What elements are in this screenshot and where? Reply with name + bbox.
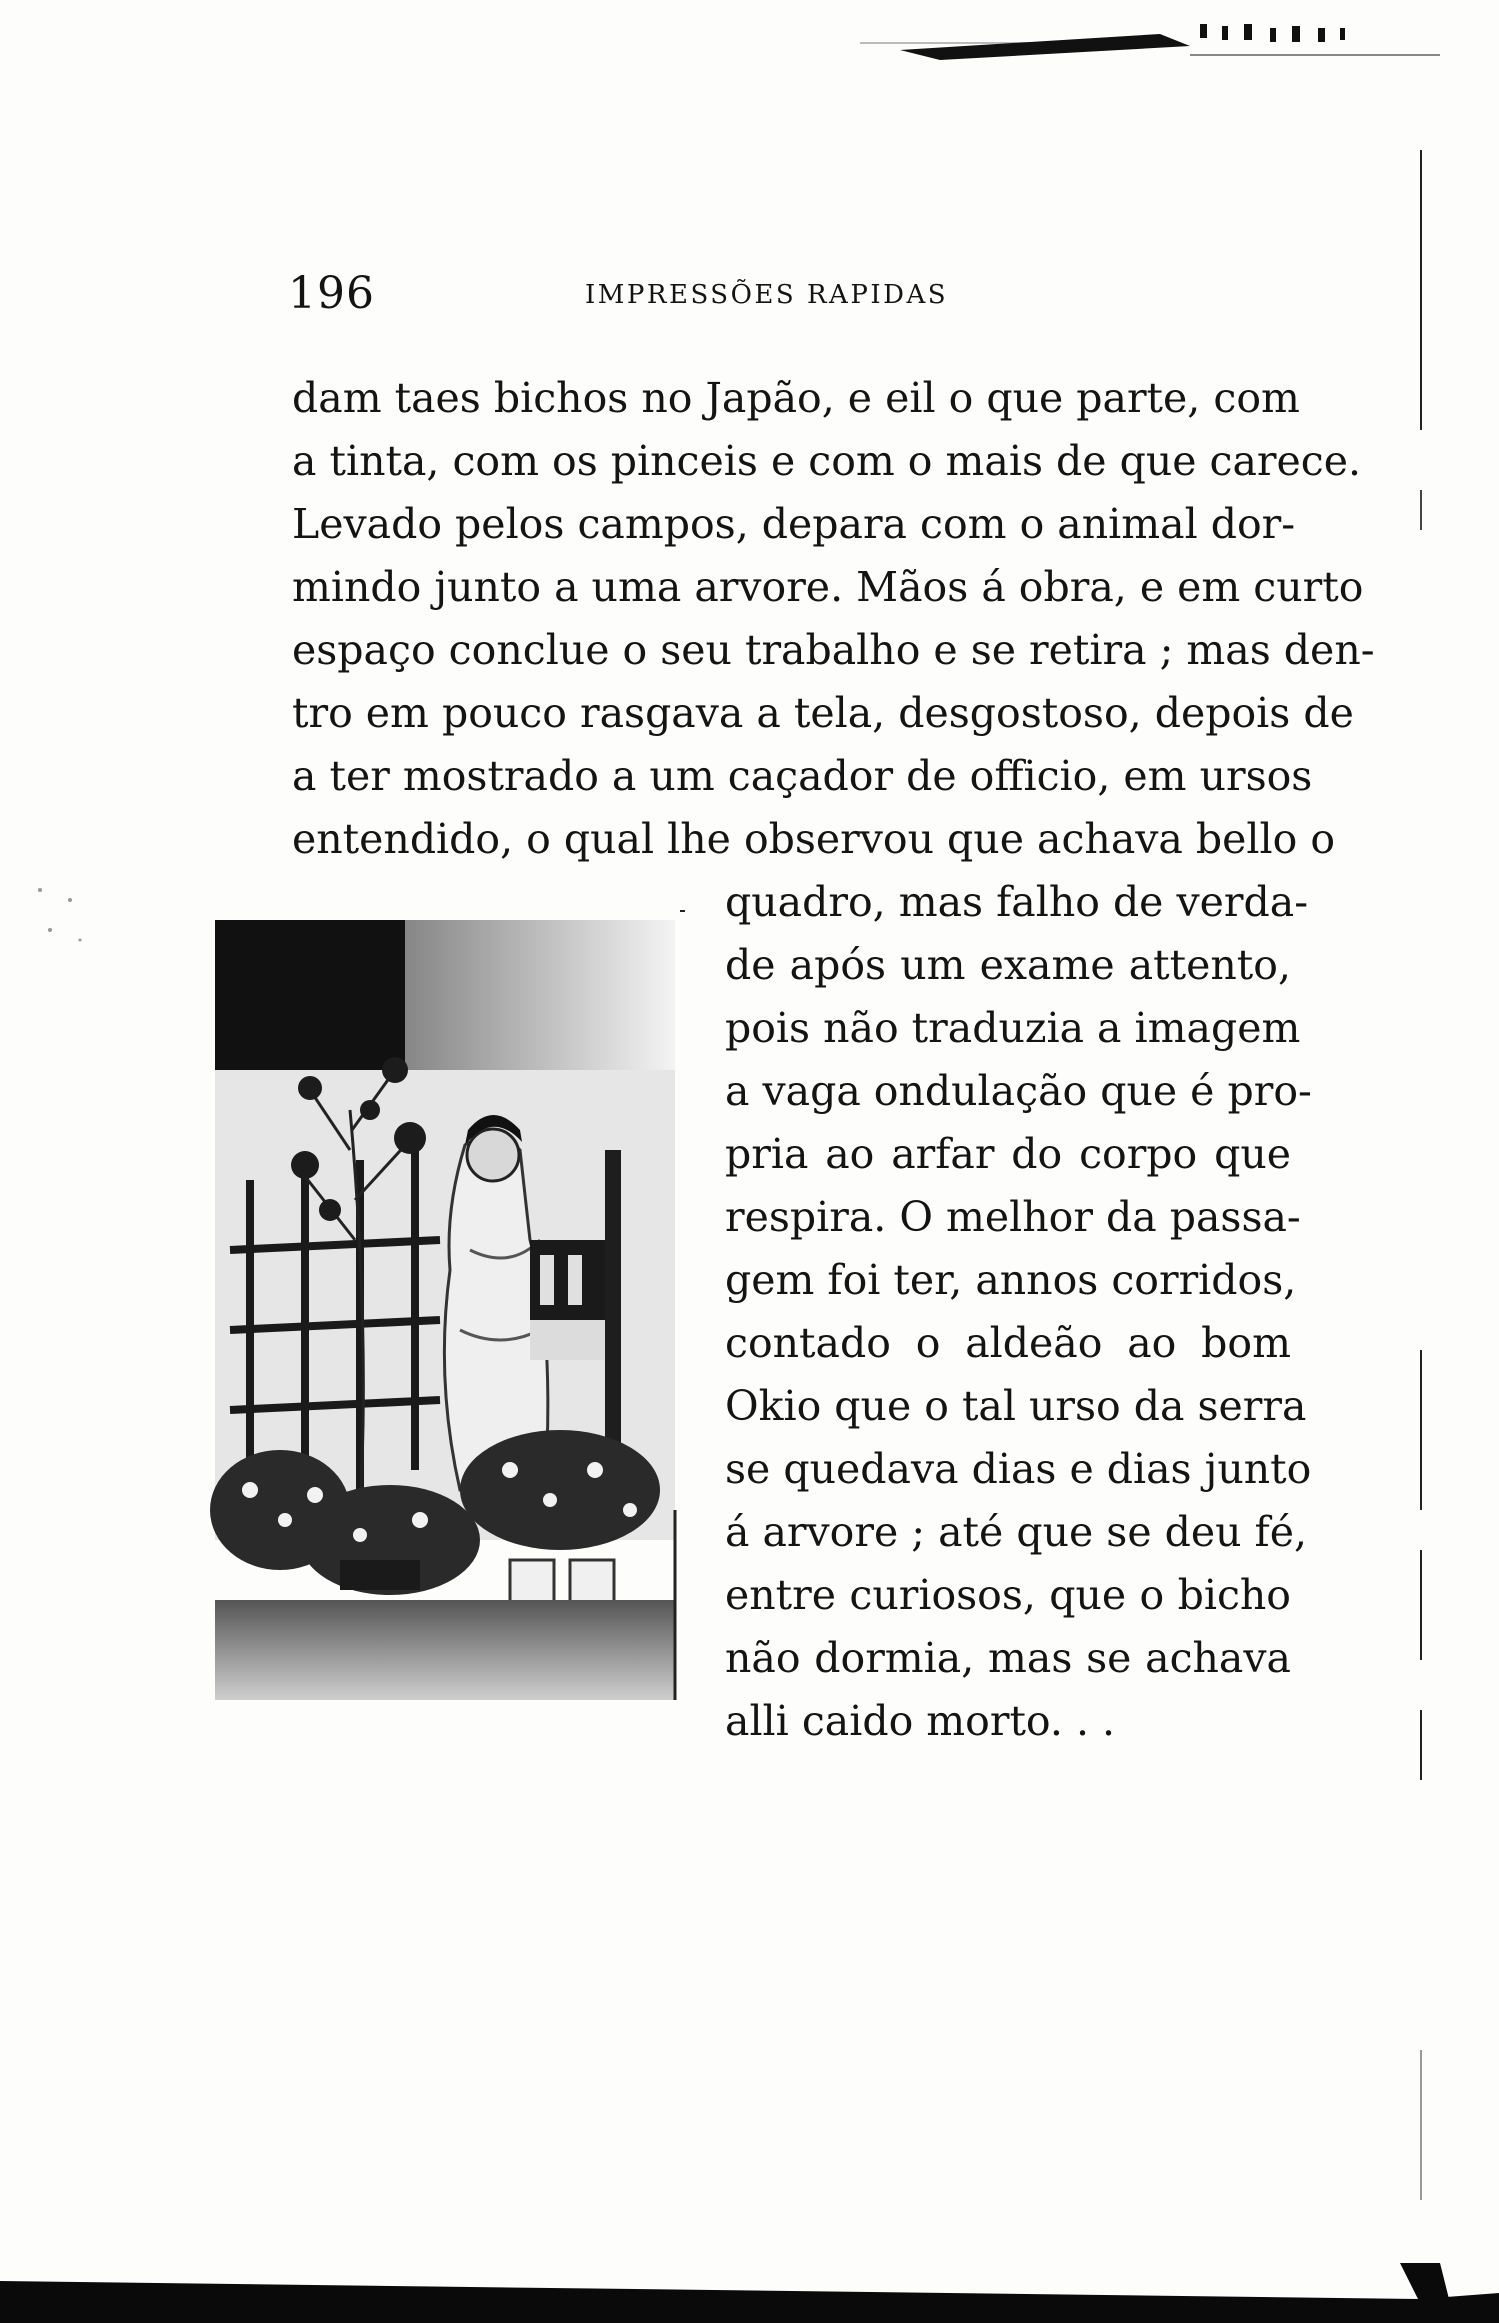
- text-line: contado o aldeão ao bom: [725, 1319, 1291, 1367]
- text-line: a ter mostrado a um caçador de officio, em ursos: [292, 752, 1313, 800]
- text-line: á arvore ; até que se deu fé,: [725, 1508, 1308, 1556]
- text-line: a vaga ondulação que é pro-: [725, 1067, 1312, 1115]
- text-line: se quedava dias e dias junto: [725, 1445, 1312, 1493]
- scan-bottom-edge: [0, 2263, 1499, 2323]
- text-line: tro em pouco rasgava a tela, desgostoso, depois de: [292, 689, 1354, 737]
- text-line: gem foi ter, annos corridos,: [725, 1256, 1297, 1304]
- text-line: mindo junto a uma arvore. Mãos á obra, e em curto: [292, 563, 1364, 611]
- text-line: respira. O melhor da passa-: [725, 1193, 1301, 1241]
- text-line: alli caido morto. . .: [725, 1697, 1116, 1745]
- text-line: a tinta, com os pinceis e com o mais de que carece.: [292, 437, 1362, 485]
- scan-speck: [30, 880, 90, 950]
- text-line: entre curiosos, que o bicho: [725, 1571, 1291, 1619]
- page-header: [288, 268, 988, 318]
- text-line: entendido, o qual lhe observou que achava bello o: [292, 815, 1336, 863]
- text-line: quadro, mas falho de verda-: [725, 878, 1309, 926]
- text-line: espaço conclue o seu trabalho e se retira ; mas den-: [292, 626, 1375, 674]
- text-line: Levado pelos campos, depara com o animal dor-: [292, 500, 1296, 548]
- photograph-woman-in-garden-icon: [210, 910, 680, 1700]
- page-edge-line: [1418, 150, 1424, 2200]
- text-line: não dormia, mas se achava: [725, 1634, 1291, 1682]
- text-line: pois não traduzia a imagem: [725, 1004, 1301, 1052]
- scan-edge-artifact: [860, 20, 1450, 62]
- page-number: 196: [288, 268, 375, 319]
- text-line: pria ao arfar do corpo que: [725, 1130, 1291, 1178]
- text-line: de após um exame attento,: [725, 941, 1291, 989]
- running-head: IMPRESSÕES RAPIDAS: [585, 280, 949, 310]
- text-line: dam taes bichos no Japão, e eil o que parte, com: [292, 374, 1300, 422]
- text-line: Okio que o tal urso da serra: [725, 1382, 1307, 1430]
